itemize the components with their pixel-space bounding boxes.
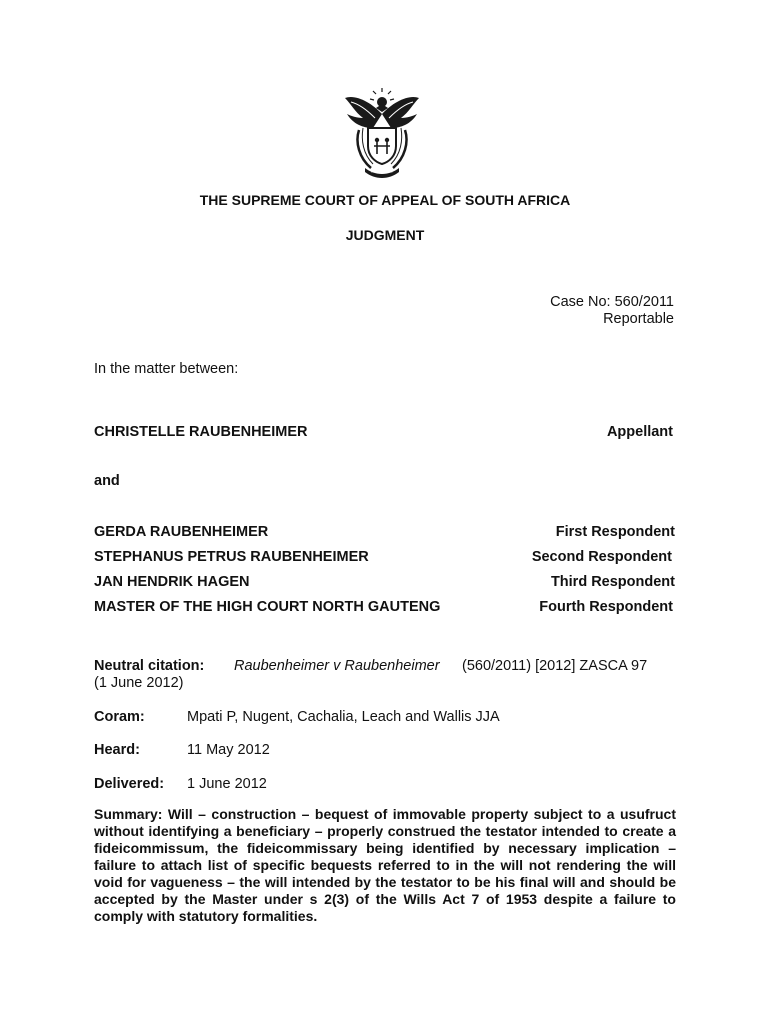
citation-case-name: Raubenheimer v Raubenheimer xyxy=(234,658,440,674)
respondent-name: MASTER OF THE HIGH COURT NORTH GAUTENG xyxy=(94,599,441,615)
matter-intro: In the matter between: xyxy=(94,361,239,377)
court-title: THE SUPREME COURT OF APPEAL OF SOUTH AFRICA xyxy=(199,192,571,208)
heard-label: Heard: xyxy=(94,742,140,758)
respondent-role: Fourth Respondent xyxy=(539,599,673,615)
delivered-value: 1 June 2012 xyxy=(187,776,267,792)
summary-paragraph: Summary: Will – construction – bequest of immovable property subject to a usufruct without identifying a beneficiary – properly construed the testator intended to create a fideicommissum, the fideicommissary being identified by necessary implication – failure to attach list of specific bequests referred to in the will not rendering the will void for vagueness – the will intended by the testator to be his final will and should be accepted by the Master under s 2(3) of the Wills Act 7 of 1953 despite a failure to comply with statutory formalities. xyxy=(94,806,676,924)
case-number: Case No: 560/2011 xyxy=(550,294,674,310)
appellant-name: CHRISTELLE RAUBENHEIMER xyxy=(94,424,308,440)
citation-label: Neutral citation: xyxy=(94,658,205,674)
document-type-heading: JUDGMENT xyxy=(345,227,425,243)
reportable-label: Reportable xyxy=(603,311,674,327)
appellant-role: Appellant xyxy=(606,424,673,440)
respondent-name: STEPHANUS PETRUS RAUBENHEIMER xyxy=(94,549,369,565)
respondent-role: Second Respondent xyxy=(531,549,672,565)
coat-of-arms-emblem xyxy=(341,84,423,180)
heard-value: 11 May 2012 xyxy=(187,742,270,758)
respondent-name: JAN HENDRIK HAGEN xyxy=(94,574,250,590)
coram-label: Coram: xyxy=(94,709,145,725)
respondent-role: First Respondent xyxy=(555,524,675,540)
and-label: and xyxy=(94,473,120,489)
delivered-label: Delivered: xyxy=(94,776,165,792)
citation-reference: (560/2011) [2012] ZASCA 97 xyxy=(462,658,648,674)
respondent-name: GERDA RAUBENHEIMER xyxy=(94,524,269,540)
coram-value: Mpati P, Nugent, Cachalia, Leach and Wallis JJA xyxy=(187,709,500,725)
respondent-role: Third Respondent xyxy=(550,574,675,590)
citation-date: (1 June 2012) xyxy=(94,675,184,691)
